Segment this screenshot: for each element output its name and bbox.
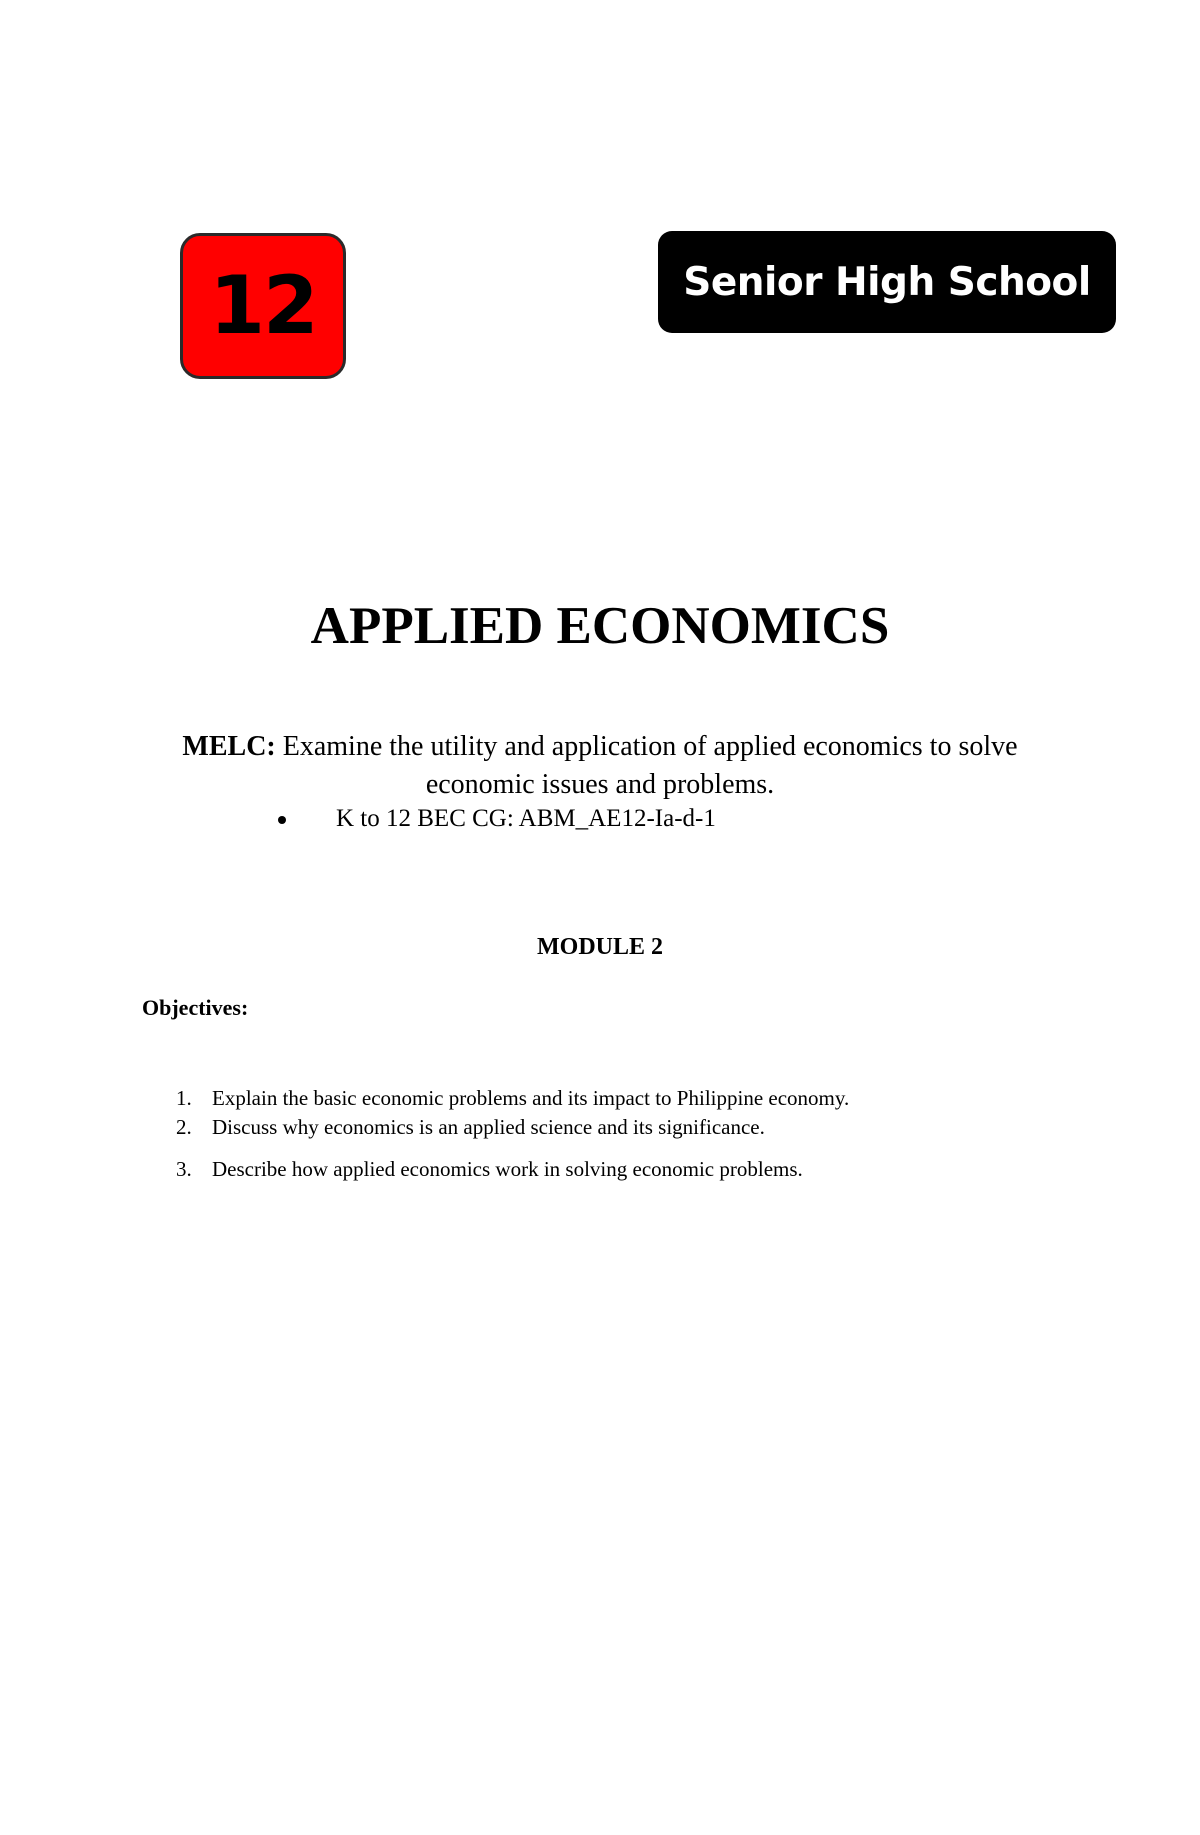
objective-item xyxy=(176,1156,803,1182)
objective-number: 2. xyxy=(176,1115,192,1139)
melc-statement xyxy=(150,728,1050,804)
objective-item xyxy=(176,1114,765,1140)
objective-number: 3. xyxy=(176,1157,192,1181)
level-label: Senior High School xyxy=(683,259,1091,305)
melc-text: Examine the utility and application of applied economics to solve economic issues and problems. xyxy=(282,731,1018,800)
document-title: APPLIED ECONOMICS xyxy=(310,597,890,655)
objectives-heading: Objectives: xyxy=(142,995,249,1020)
module-label: MODULE 2 xyxy=(537,934,663,960)
grade-badge xyxy=(180,233,346,379)
objective-number: 1. xyxy=(176,1086,192,1110)
level-badge xyxy=(658,231,1116,333)
melc-label: MELC: xyxy=(182,731,276,762)
curriculum-code xyxy=(278,803,716,835)
objective-text: Discuss why economics is an applied science and its significance. xyxy=(212,1115,765,1139)
curriculum-code-text: K to 12 BEC CG: ABM_AE12-Ia-d-1 xyxy=(336,805,716,832)
objective-text: Describe how applied economics work in solving economic problems. xyxy=(212,1157,803,1181)
objective-item xyxy=(176,1085,849,1111)
bullet-icon xyxy=(278,816,286,824)
objective-text: Explain the basic economic problems and its impact to Philippine economy. xyxy=(212,1086,850,1110)
grade-number: 12 xyxy=(209,259,317,352)
